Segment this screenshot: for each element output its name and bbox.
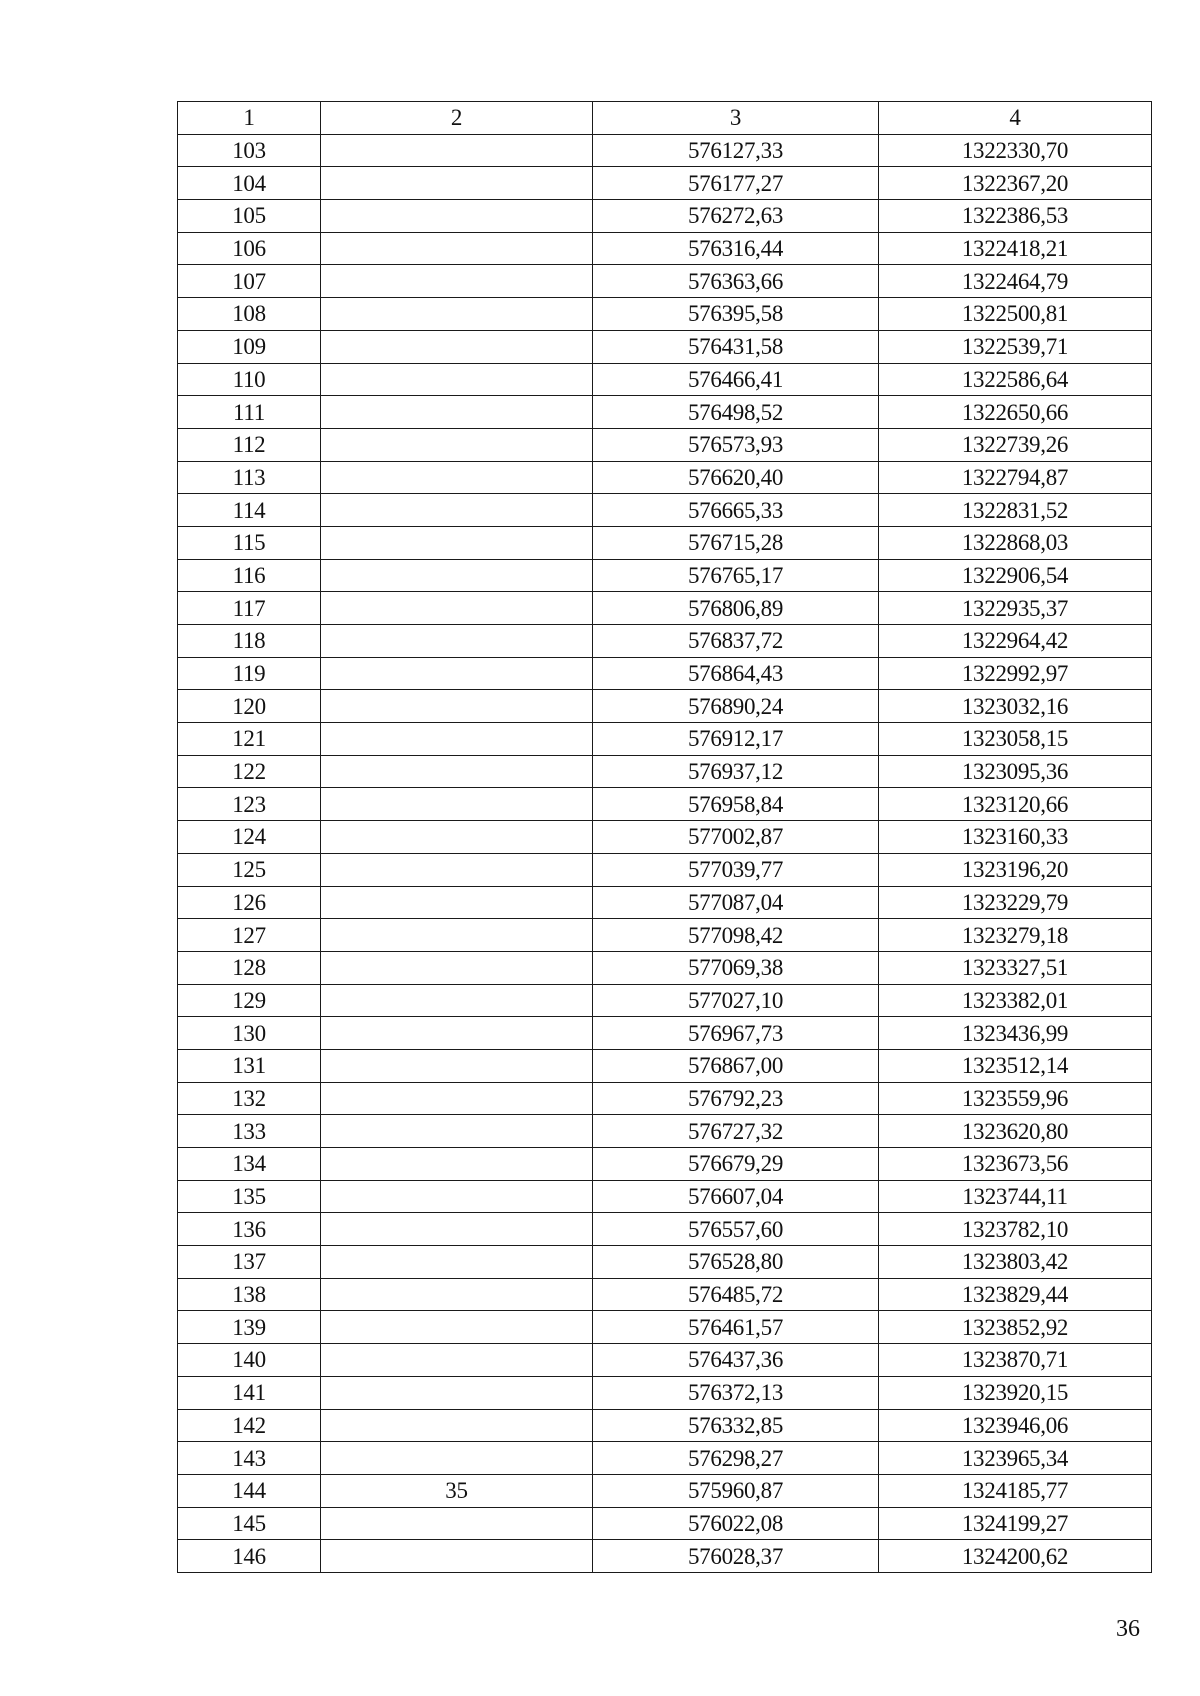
table-cell-col1: 123 bbox=[178, 788, 321, 821]
table-cell-col4: 1323058,15 bbox=[879, 723, 1152, 756]
table-row bbox=[178, 330, 1152, 363]
table-cell-col4: 1322906,54 bbox=[879, 559, 1152, 592]
table-cell-col1: 128 bbox=[178, 951, 321, 984]
table-row bbox=[178, 984, 1152, 1017]
table-cell-col1: 121 bbox=[178, 723, 321, 756]
table-cell-col4: 1322586,64 bbox=[879, 363, 1152, 396]
table-cell-col1: 118 bbox=[178, 625, 321, 658]
table-row bbox=[178, 1344, 1152, 1377]
table-row bbox=[178, 919, 1152, 952]
table-cell-col2 bbox=[321, 1344, 593, 1377]
table-cell-col3: 577069,38 bbox=[593, 951, 879, 984]
table-row bbox=[178, 265, 1152, 298]
table-cell-col3: 576332,85 bbox=[593, 1409, 879, 1442]
table-row bbox=[178, 134, 1152, 167]
table-header-row bbox=[178, 102, 1152, 135]
table-cell-col4: 1323160,33 bbox=[879, 821, 1152, 854]
table-cell-col1: 137 bbox=[178, 1246, 321, 1279]
table-cell-col1: 120 bbox=[178, 690, 321, 723]
table-cell-col1: 116 bbox=[178, 559, 321, 592]
table-cell-col2 bbox=[321, 984, 593, 1017]
table-cell-col3: 576177,27 bbox=[593, 167, 879, 200]
table-cell-col2 bbox=[321, 1409, 593, 1442]
table-cell-col1: 115 bbox=[178, 526, 321, 559]
table-row bbox=[178, 886, 1152, 919]
table-cell-col3: 576298,27 bbox=[593, 1442, 879, 1475]
table-row bbox=[178, 690, 1152, 723]
table-row bbox=[178, 396, 1152, 429]
table-cell-col4: 1323559,96 bbox=[879, 1082, 1152, 1115]
table-cell-col1: 144 bbox=[178, 1474, 321, 1507]
table-cell-col1: 104 bbox=[178, 167, 321, 200]
table-cell-col1: 142 bbox=[178, 1409, 321, 1442]
table-cell-col4: 1323673,56 bbox=[879, 1148, 1152, 1181]
table-row bbox=[178, 200, 1152, 233]
table-cell-col2 bbox=[321, 330, 593, 363]
table-cell-col1: 135 bbox=[178, 1180, 321, 1213]
table-cell-col4: 1324185,77 bbox=[879, 1474, 1152, 1507]
table-cell-col3: 576022,08 bbox=[593, 1507, 879, 1540]
table-cell-col3: 576485,72 bbox=[593, 1278, 879, 1311]
table-cell-col4: 1323829,44 bbox=[879, 1278, 1152, 1311]
table-cell-col4: 1323120,66 bbox=[879, 788, 1152, 821]
table-cell-col2 bbox=[321, 592, 593, 625]
table-row bbox=[178, 1507, 1152, 1540]
table-cell-col1: 130 bbox=[178, 1017, 321, 1050]
table-cell-col2 bbox=[321, 657, 593, 690]
table-row bbox=[178, 853, 1152, 886]
table-cell-col1: 103 bbox=[178, 134, 321, 167]
table-cell-col4: 1323965,34 bbox=[879, 1442, 1152, 1475]
table-cell-col1: 114 bbox=[178, 494, 321, 527]
table-cell-col1: 127 bbox=[178, 919, 321, 952]
table-cell-col3: 576557,60 bbox=[593, 1213, 879, 1246]
table-row bbox=[178, 232, 1152, 265]
table-cell-col3: 576665,33 bbox=[593, 494, 879, 527]
table-cell-col3: 576912,17 bbox=[593, 723, 879, 756]
table-cell-col1: 146 bbox=[178, 1540, 321, 1573]
table-cell-col3: 576498,52 bbox=[593, 396, 879, 429]
table-cell-col4: 1323803,42 bbox=[879, 1246, 1152, 1279]
table-cell-col1: 143 bbox=[178, 1442, 321, 1475]
table-cell-col2 bbox=[321, 1213, 593, 1246]
table-cell-col3: 576272,63 bbox=[593, 200, 879, 233]
table-cell-col3: 577039,77 bbox=[593, 853, 879, 886]
table-cell-col2 bbox=[321, 134, 593, 167]
table-cell-col4: 1323032,16 bbox=[879, 690, 1152, 723]
table-cell-col3: 577027,10 bbox=[593, 984, 879, 1017]
table-cell-col3: 576679,29 bbox=[593, 1148, 879, 1181]
table-cell-col3: 576958,84 bbox=[593, 788, 879, 821]
table-cell-col2 bbox=[321, 788, 593, 821]
table-cell-col3: 576806,89 bbox=[593, 592, 879, 625]
table-cell-col4: 1322330,70 bbox=[879, 134, 1152, 167]
table-cell-col4: 1323095,36 bbox=[879, 755, 1152, 788]
table-cell-col2 bbox=[321, 559, 593, 592]
table-row bbox=[178, 559, 1152, 592]
table-cell-col3: 576967,73 bbox=[593, 1017, 879, 1050]
table-row bbox=[178, 1213, 1152, 1246]
table-cell-col3: 576528,80 bbox=[593, 1246, 879, 1279]
table-row bbox=[178, 755, 1152, 788]
table-cell-col2 bbox=[321, 1278, 593, 1311]
table-cell-col4: 1322964,42 bbox=[879, 625, 1152, 658]
table-cell-col1: 119 bbox=[178, 657, 321, 690]
table-cell-col3: 577087,04 bbox=[593, 886, 879, 919]
table-cell-col2 bbox=[321, 755, 593, 788]
table-cell-col4: 1323279,18 bbox=[879, 919, 1152, 952]
table-cell-col4: 1323512,14 bbox=[879, 1049, 1152, 1082]
table-row bbox=[178, 167, 1152, 200]
table-cell-col3: 575960,87 bbox=[593, 1474, 879, 1507]
table-row bbox=[178, 461, 1152, 494]
table-cell-col2 bbox=[321, 723, 593, 756]
table-cell-col4: 1323382,01 bbox=[879, 984, 1152, 1017]
table-row bbox=[178, 1180, 1152, 1213]
table-cell-col4: 1322650,66 bbox=[879, 396, 1152, 429]
table-cell-col1: 141 bbox=[178, 1376, 321, 1409]
table-cell-col4: 1324200,62 bbox=[879, 1540, 1152, 1573]
table-cell-col2 bbox=[321, 265, 593, 298]
table-cell-col2 bbox=[321, 1507, 593, 1540]
table-row bbox=[178, 1017, 1152, 1050]
table-cell-col1: 113 bbox=[178, 461, 321, 494]
table-row bbox=[178, 428, 1152, 461]
table-cell-col1: 139 bbox=[178, 1311, 321, 1344]
table-row bbox=[178, 788, 1152, 821]
table-cell-col3: 576727,32 bbox=[593, 1115, 879, 1148]
table-row bbox=[178, 363, 1152, 396]
table-cell-col2 bbox=[321, 1115, 593, 1148]
table-cell-col4: 1324199,27 bbox=[879, 1507, 1152, 1540]
table-cell-col1: 107 bbox=[178, 265, 321, 298]
table-cell-col2 bbox=[321, 690, 593, 723]
column-header-2: 2 bbox=[321, 102, 593, 135]
table-cell-col3: 576461,57 bbox=[593, 1311, 879, 1344]
table-cell-col2 bbox=[321, 1246, 593, 1279]
column-header-3: 3 bbox=[593, 102, 879, 135]
table-cell-col2 bbox=[321, 625, 593, 658]
table-cell-col3: 576437,36 bbox=[593, 1344, 879, 1377]
table-cell-col4: 1323852,92 bbox=[879, 1311, 1152, 1344]
table-cell-col4: 1322794,87 bbox=[879, 461, 1152, 494]
table-cell-col1: 126 bbox=[178, 886, 321, 919]
table-cell-col3: 576765,17 bbox=[593, 559, 879, 592]
table-cell-col1: 109 bbox=[178, 330, 321, 363]
table-cell-col2 bbox=[321, 396, 593, 429]
table-cell-col4: 1323946,06 bbox=[879, 1409, 1152, 1442]
table-cell-col1: 106 bbox=[178, 232, 321, 265]
table-row bbox=[178, 526, 1152, 559]
table-cell-col3: 576372,13 bbox=[593, 1376, 879, 1409]
table-cell-col2 bbox=[321, 298, 593, 331]
table-cell-col4: 1322739,26 bbox=[879, 428, 1152, 461]
table-cell-col2 bbox=[321, 428, 593, 461]
table-cell-col2 bbox=[321, 167, 593, 200]
table-cell-col4: 1322831,52 bbox=[879, 494, 1152, 527]
table-cell-col2 bbox=[321, 526, 593, 559]
table-row bbox=[178, 1148, 1152, 1181]
table-cell-col4: 1322386,53 bbox=[879, 200, 1152, 233]
table-cell-col4: 1322868,03 bbox=[879, 526, 1152, 559]
table-cell-col2: 35 bbox=[321, 1474, 593, 1507]
table-cell-col2 bbox=[321, 363, 593, 396]
table-cell-col2 bbox=[321, 200, 593, 233]
table-cell-col3: 577002,87 bbox=[593, 821, 879, 854]
table-cell-col1: 124 bbox=[178, 821, 321, 854]
table-cell-col3: 576620,40 bbox=[593, 461, 879, 494]
table-cell-col3: 577098,42 bbox=[593, 919, 879, 952]
table-cell-col3: 576466,41 bbox=[593, 363, 879, 396]
table-cell-col2 bbox=[321, 232, 593, 265]
table-row bbox=[178, 1474, 1152, 1507]
table-cell-col2 bbox=[321, 919, 593, 952]
table-row bbox=[178, 1082, 1152, 1115]
table-cell-col2 bbox=[321, 1311, 593, 1344]
table-cell-col4: 1322464,79 bbox=[879, 265, 1152, 298]
table-cell-col3: 576127,33 bbox=[593, 134, 879, 167]
table-row bbox=[178, 1049, 1152, 1082]
table-cell-col1: 132 bbox=[178, 1082, 321, 1115]
table-cell-col3: 576573,93 bbox=[593, 428, 879, 461]
table-cell-col4: 1323782,10 bbox=[879, 1213, 1152, 1246]
table-cell-col2 bbox=[321, 1442, 593, 1475]
table-row bbox=[178, 1311, 1152, 1344]
table-cell-col2 bbox=[321, 821, 593, 854]
table-cell-col4: 1322539,71 bbox=[879, 330, 1152, 363]
table-cell-col2 bbox=[321, 951, 593, 984]
table-cell-col4: 1322935,37 bbox=[879, 592, 1152, 625]
table-cell-col3: 576363,66 bbox=[593, 265, 879, 298]
table-row bbox=[178, 657, 1152, 690]
table-body bbox=[178, 134, 1152, 1572]
table-cell-col3: 576864,43 bbox=[593, 657, 879, 690]
table-row bbox=[178, 821, 1152, 854]
table-cell-col1: 117 bbox=[178, 592, 321, 625]
table-row bbox=[178, 1540, 1152, 1573]
table-cell-col3: 576792,23 bbox=[593, 1082, 879, 1115]
table-cell-col2 bbox=[321, 853, 593, 886]
table-cell-col4: 1322418,21 bbox=[879, 232, 1152, 265]
table-cell-col4: 1323229,79 bbox=[879, 886, 1152, 919]
table-row bbox=[178, 1376, 1152, 1409]
table-cell-col4: 1323196,20 bbox=[879, 853, 1152, 886]
table-cell-col1: 136 bbox=[178, 1213, 321, 1246]
table-cell-col2 bbox=[321, 1049, 593, 1082]
table-row bbox=[178, 1442, 1152, 1475]
table-cell-col1: 138 bbox=[178, 1278, 321, 1311]
table-cell-col3: 576316,44 bbox=[593, 232, 879, 265]
table-cell-col2 bbox=[321, 886, 593, 919]
table-cell-col1: 129 bbox=[178, 984, 321, 1017]
table-cell-col2 bbox=[321, 1540, 593, 1573]
table-row bbox=[178, 625, 1152, 658]
table-cell-col3: 576715,28 bbox=[593, 526, 879, 559]
table-cell-col1: 122 bbox=[178, 755, 321, 788]
table-cell-col2 bbox=[321, 1376, 593, 1409]
table-cell-col3: 576607,04 bbox=[593, 1180, 879, 1213]
table-cell-col1: 112 bbox=[178, 428, 321, 461]
table-cell-col1: 145 bbox=[178, 1507, 321, 1540]
page-number: 36 bbox=[1116, 1616, 1140, 1642]
table-cell-col4: 1323436,99 bbox=[879, 1017, 1152, 1050]
table-cell-col1: 110 bbox=[178, 363, 321, 396]
column-header-4: 4 bbox=[879, 102, 1152, 135]
table-cell-col4: 1323920,15 bbox=[879, 1376, 1152, 1409]
table-cell-col3: 576937,12 bbox=[593, 755, 879, 788]
table-cell-col4: 1322367,20 bbox=[879, 167, 1152, 200]
table-row bbox=[178, 1409, 1152, 1442]
column-header-1: 1 bbox=[178, 102, 321, 135]
coordinates-table bbox=[177, 101, 1152, 1573]
table-row bbox=[178, 951, 1152, 984]
table-cell-col3: 576867,00 bbox=[593, 1049, 879, 1082]
table-cell-col3: 576395,58 bbox=[593, 298, 879, 331]
table-cell-col1: 140 bbox=[178, 1344, 321, 1377]
table-cell-col1: 111 bbox=[178, 396, 321, 429]
table-cell-col4: 1323620,80 bbox=[879, 1115, 1152, 1148]
table-row bbox=[178, 1246, 1152, 1279]
table-cell-col2 bbox=[321, 1082, 593, 1115]
table-cell-col4: 1323327,51 bbox=[879, 951, 1152, 984]
table-cell-col4: 1323870,71 bbox=[879, 1344, 1152, 1377]
table-cell-col4: 1322992,97 bbox=[879, 657, 1152, 690]
table-row bbox=[178, 723, 1152, 756]
table-row bbox=[178, 1278, 1152, 1311]
table-cell-col2 bbox=[321, 494, 593, 527]
table-cell-col2 bbox=[321, 461, 593, 494]
table-cell-col3: 576431,58 bbox=[593, 330, 879, 363]
table-cell-col1: 133 bbox=[178, 1115, 321, 1148]
table-row bbox=[178, 1115, 1152, 1148]
table-cell-col4: 1323744,11 bbox=[879, 1180, 1152, 1213]
table-cell-col1: 125 bbox=[178, 853, 321, 886]
table-row bbox=[178, 298, 1152, 331]
table-row bbox=[178, 592, 1152, 625]
table-cell-col1: 108 bbox=[178, 298, 321, 331]
table-cell-col3: 576837,72 bbox=[593, 625, 879, 658]
table-cell-col1: 134 bbox=[178, 1148, 321, 1181]
table-row bbox=[178, 494, 1152, 527]
table-cell-col3: 576890,24 bbox=[593, 690, 879, 723]
table-cell-col1: 131 bbox=[178, 1049, 321, 1082]
table-cell-col1: 105 bbox=[178, 200, 321, 233]
table-cell-col2 bbox=[321, 1017, 593, 1050]
table-cell-col4: 1322500,81 bbox=[879, 298, 1152, 331]
table-cell-col2 bbox=[321, 1148, 593, 1181]
table-cell-col2 bbox=[321, 1180, 593, 1213]
table-cell-col3: 576028,37 bbox=[593, 1540, 879, 1573]
